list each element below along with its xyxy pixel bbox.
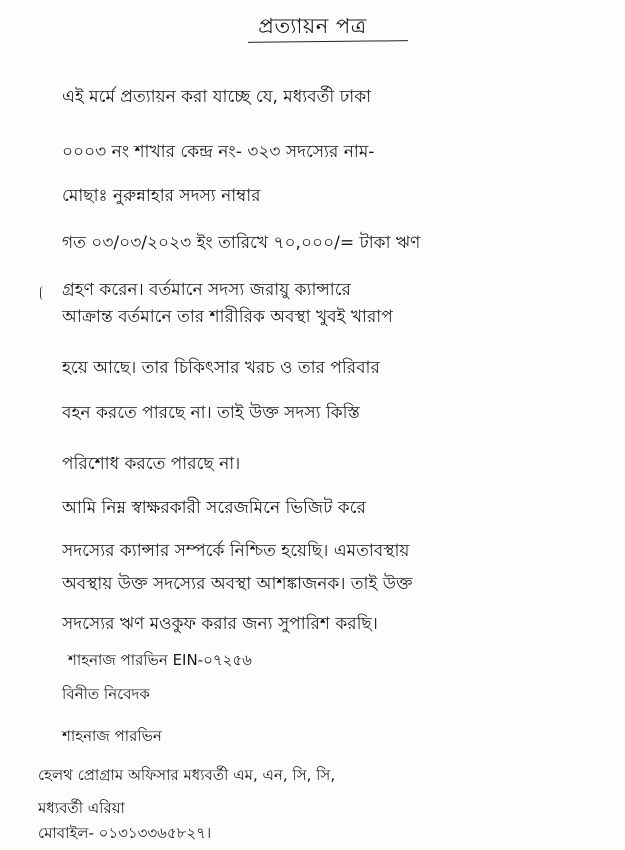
body-line-7: হয়ে আছে। তার চিকিৎসার খরচ ও তার পরিবার: [62, 358, 380, 378]
signatory-designation: হেলথ প্রোগ্রাম অফিসার মধ্যবর্তী এম, এন, সি, সি,: [38, 766, 336, 784]
body-line-10: আমি নিম্ন স্বাক্ষরকারী সরেজমিনে ভিজিট করে: [62, 498, 366, 518]
body-line-13: সদস্যের ঋণ মওকুফ করার জন্য সুপারিশ করছি।: [62, 614, 378, 634]
employee-id-line: শাহনাজ পারভিন EIN-০৭২৫৬: [68, 651, 252, 669]
body-line-1: এই মর্মে প্রত্যায়ন করা যাচ্ছে যে, মধ্যবর্তী ঢাকা: [62, 87, 372, 107]
body-line-2: ০০০৩ নং শাখার কেন্দ্র নং- ৩২৩ সদস্যের নাম-: [62, 142, 375, 162]
body-line-9: পরিশোধ করতে পারছে না।: [62, 454, 241, 474]
body-line-3: মোছাঃ নুরুন্নাহার সদস্য নাম্বার: [62, 186, 261, 206]
body-line-8: বহন করতে পারছে না। তাই উক্ত সদস্য কিস্তি: [62, 403, 360, 423]
body-line-6: আক্রান্ত বর্তমানে তার শারীরিক অবস্থা খুবই খারাপ: [62, 307, 393, 327]
body-line-11: সদস্যের ক্যান্সার সম্পর্কে নিশ্চিত হয়েছি। এমতাবস্থায়: [62, 541, 410, 561]
document-title: প্রত্যায়ন পত্র: [258, 14, 367, 38]
body-line-4: গত ০৩/০৩/২০২৩ ইং তারিখে ৭০,০০০/= টাকা ঋণ: [62, 233, 421, 253]
margin-mark: [40, 286, 47, 300]
body-line-5: গ্রহণ করেন। বর্তমানে সদস্য জরায়ু ক্যান্সারে: [62, 280, 351, 300]
body-line-12: অবস্থায় উক্ত সদস্যের অবস্থা আশঙ্কাজনক। তাই উক্ত: [62, 574, 413, 594]
signatory-area: মধ্যবর্তী এরিয়া: [38, 799, 125, 817]
signoff-label: বিনীত নিবেদক: [62, 685, 150, 703]
signatory-name: শাহনাজ পারভিন: [62, 727, 162, 745]
signatory-mobile: মোবাইল- ০১৩১৩৩৬৫৮২৭।: [38, 824, 212, 842]
